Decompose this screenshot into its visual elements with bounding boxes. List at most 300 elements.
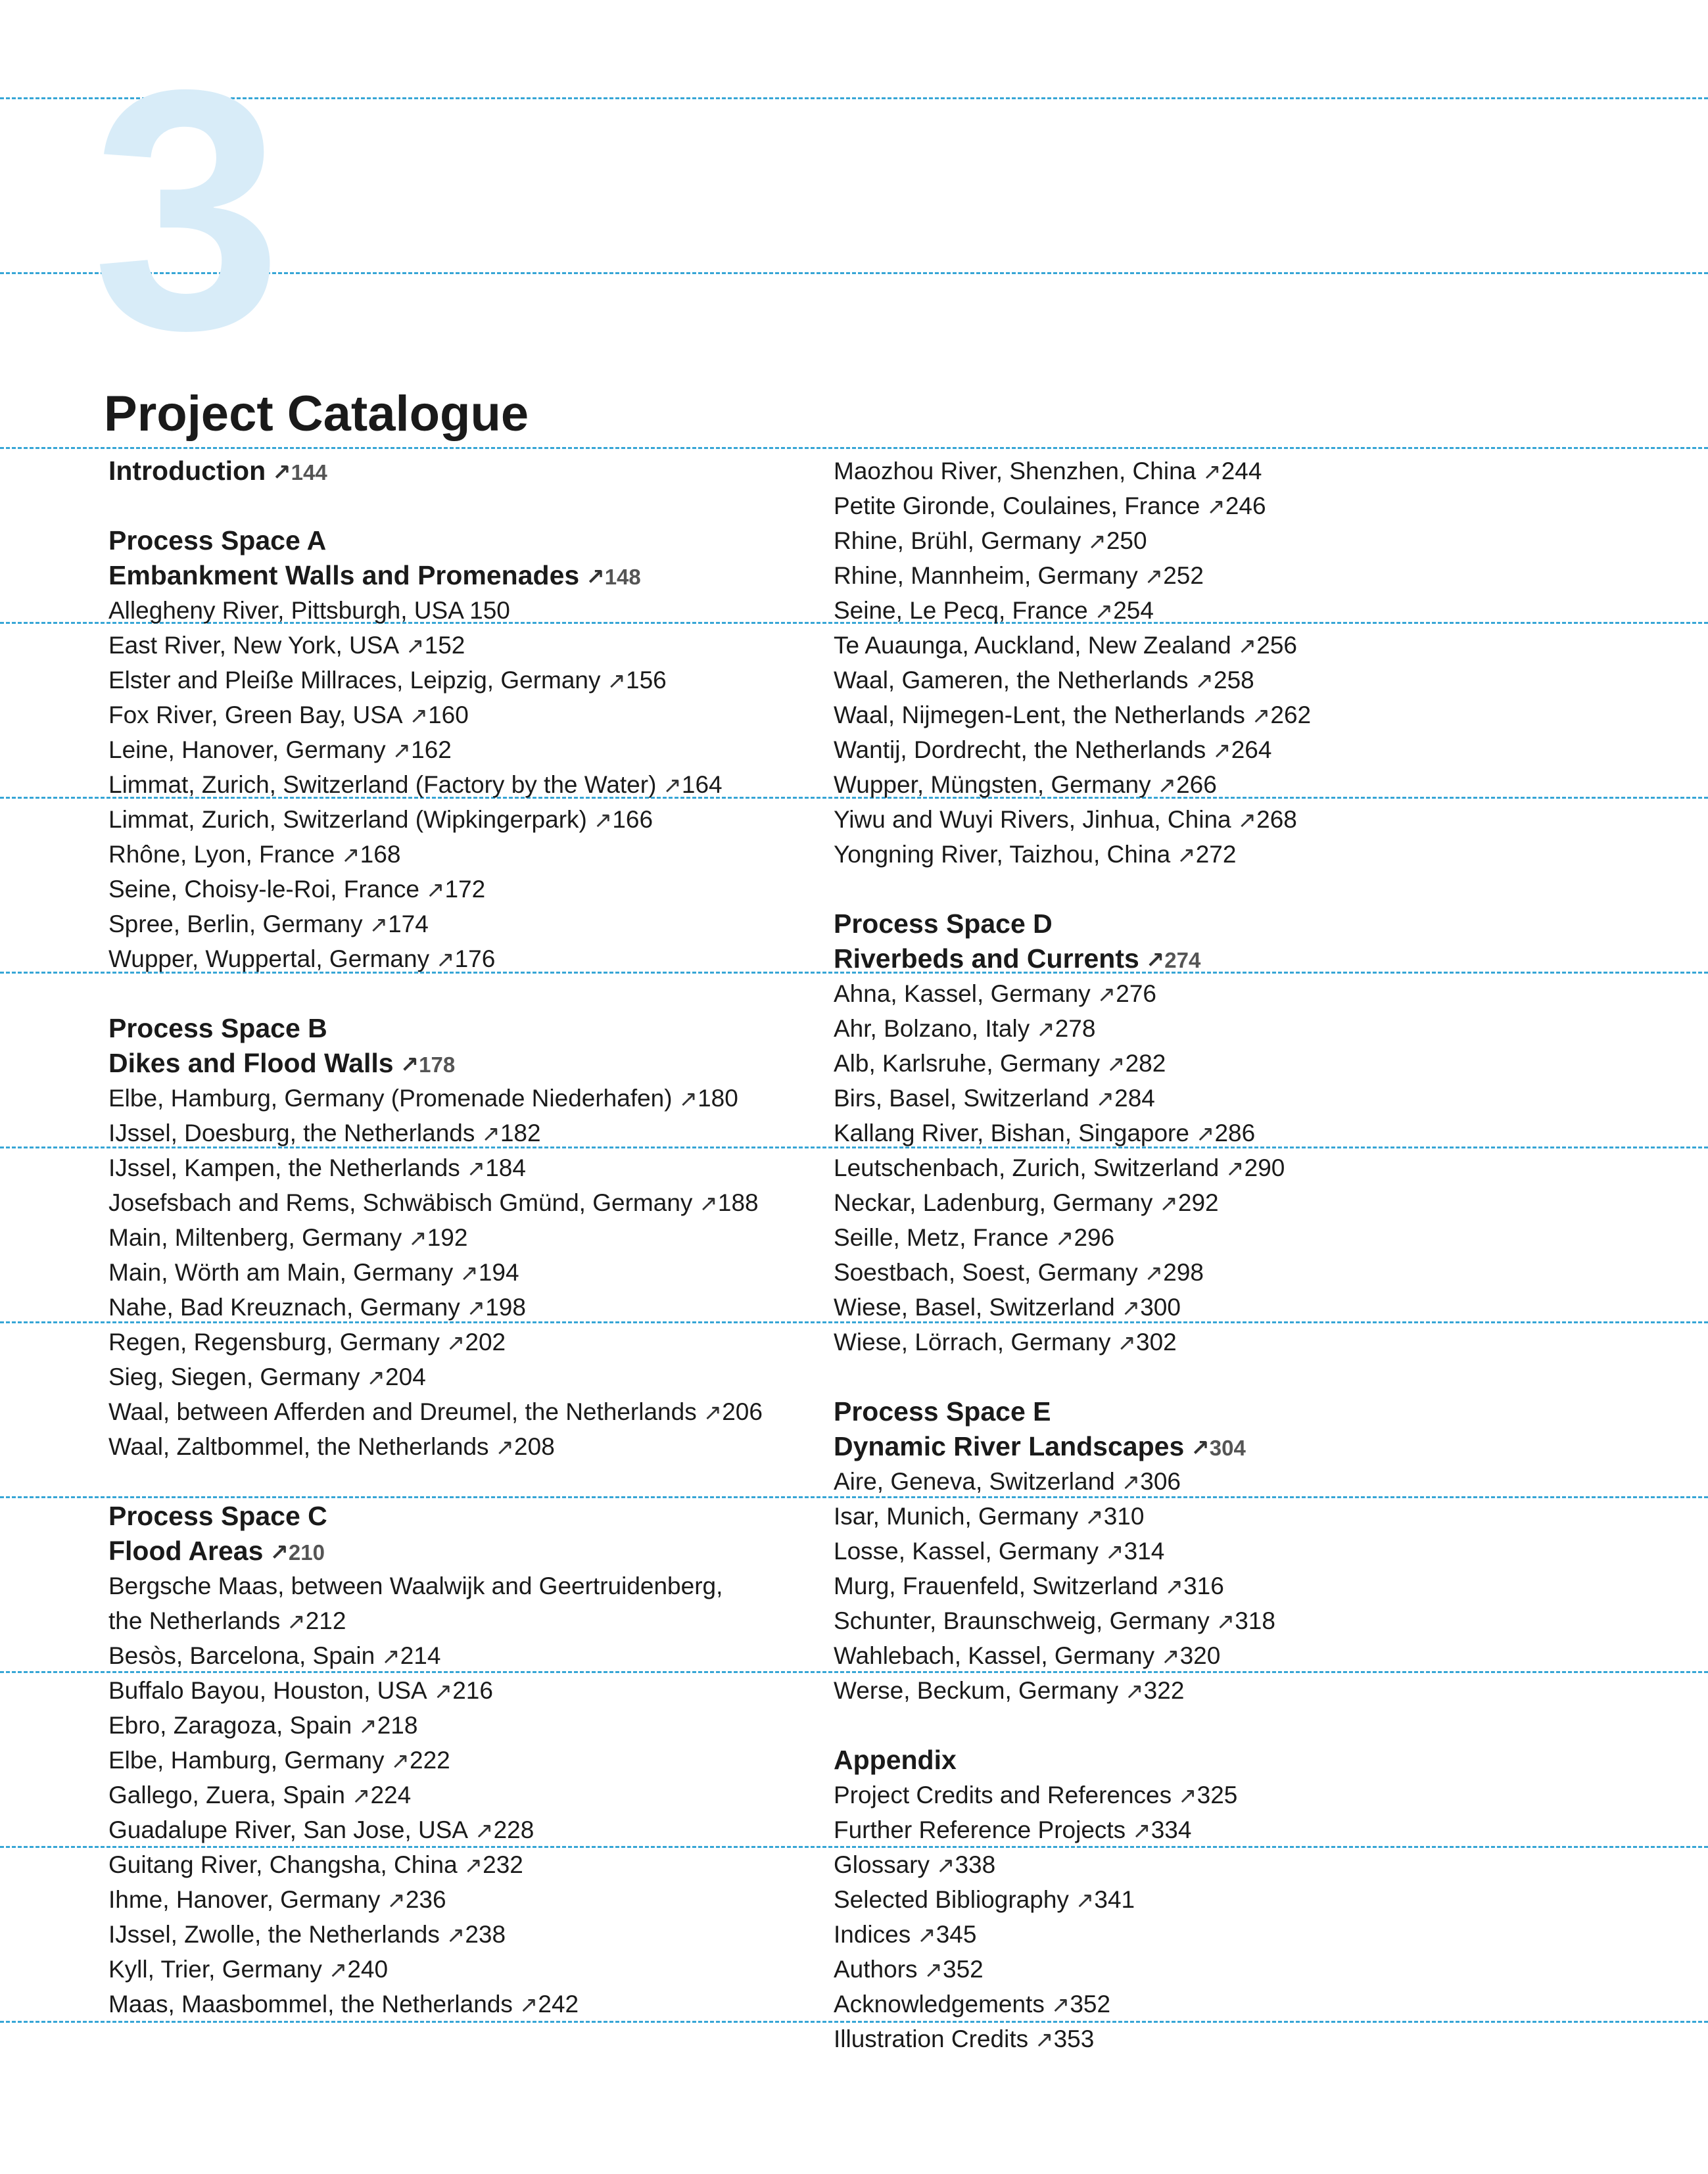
north-east-arrow-icon: ↗ bbox=[351, 1784, 371, 1808]
toc-entry[interactable] bbox=[108, 907, 871, 941]
page-number: 150 bbox=[469, 597, 510, 624]
page-number: 198 bbox=[485, 1294, 526, 1321]
toc-entry[interactable] bbox=[108, 593, 871, 628]
toc-section-label bbox=[834, 907, 1655, 941]
toc-entry-label: Neckar, Ladenburg, Germany bbox=[834, 1189, 1153, 1216]
toc-entry[interactable] bbox=[834, 1081, 1655, 1116]
toc-entry[interactable] bbox=[108, 1743, 871, 1778]
page-number: 353 bbox=[1053, 2025, 1095, 2052]
toc-heading[interactable] bbox=[108, 1046, 871, 1081]
page-number: 341 bbox=[1094, 1886, 1135, 1913]
toc-entry[interactable] bbox=[108, 1116, 871, 1150]
north-east-arrow-icon: ↗ bbox=[1132, 1818, 1151, 1843]
page-number: 240 bbox=[347, 1956, 389, 1983]
toc-entry[interactable] bbox=[834, 2021, 1655, 2056]
toc-entry[interactable] bbox=[834, 1638, 1655, 1673]
toc-entry[interactable] bbox=[108, 1603, 871, 1638]
north-east-arrow-icon: ↗ bbox=[1237, 634, 1257, 659]
toc-entry[interactable] bbox=[108, 628, 871, 663]
north-east-arrow-icon: ↗ bbox=[381, 1644, 400, 1669]
toc-entry-label: IJssel, Doesburg, the Netherlands bbox=[108, 1120, 475, 1146]
toc-entry-label: Yongning River, Taizhou, China bbox=[834, 841, 1171, 868]
toc-entry[interactable] bbox=[108, 1882, 871, 1917]
toc-entry[interactable] bbox=[834, 1185, 1655, 1220]
toc-entry[interactable] bbox=[834, 1987, 1655, 2021]
toc-entry-label: IJssel, Zwolle, the Netherlands bbox=[108, 1921, 440, 1948]
toc-entry-label: Dynamic River Landscapes bbox=[834, 1431, 1185, 1461]
page-number: 162 bbox=[411, 736, 452, 763]
page-number: 302 bbox=[1136, 1329, 1177, 1356]
page-number: 256 bbox=[1256, 632, 1297, 659]
toc-entry[interactable] bbox=[108, 1359, 871, 1394]
toc-entry-label: Seine, Choisy-le-Roi, France bbox=[108, 876, 419, 903]
toc-entry[interactable] bbox=[108, 1917, 871, 1952]
toc-entry-label: Sieg, Siegen, Germany bbox=[108, 1363, 360, 1390]
toc-entry-label: Gallego, Zuera, Spain bbox=[108, 1782, 345, 1808]
north-east-arrow-icon: ↗ bbox=[446, 1331, 465, 1356]
toc-entry-label: Alb, Karlsruhe, Germany bbox=[834, 1050, 1101, 1077]
page-number: 262 bbox=[1270, 701, 1312, 728]
page-number: 224 bbox=[370, 1782, 412, 1808]
toc-entry[interactable] bbox=[108, 1952, 871, 1987]
toc-entry[interactable] bbox=[108, 837, 871, 872]
toc-entry-label: Authors bbox=[834, 1956, 918, 1983]
toc-entry-label: Nahe, Bad Kreuznach, Germany bbox=[108, 1294, 460, 1321]
page-number: 184 bbox=[485, 1154, 526, 1181]
toc-entry-label: Waal, Nijmegen-Lent, the Netherlands bbox=[834, 701, 1245, 728]
north-east-arrow-icon: ↗ bbox=[519, 1993, 538, 2018]
page-number: 296 bbox=[1074, 1224, 1115, 1251]
page-number: 325 bbox=[1197, 1782, 1238, 1808]
page-number: 306 bbox=[1140, 1468, 1181, 1495]
toc-entry-label: Maas, Maasbommel, the Netherlands bbox=[108, 1991, 513, 2018]
toc-column-right bbox=[834, 454, 1655, 2056]
north-east-arrow-icon: ↗ bbox=[391, 1749, 410, 1774]
toc-entry-label: Limmat, Zurich, Switzerland (Wipkingerpark) bbox=[108, 806, 587, 833]
toc-entry-label: Allegheny River, Pittsburgh, USA bbox=[108, 597, 463, 624]
toc-entry-label: Birs, Basel, Switzerland bbox=[834, 1085, 1089, 1112]
toc-entry-label: Kallang River, Bishan, Singapore bbox=[834, 1120, 1189, 1146]
toc-entry[interactable] bbox=[834, 488, 1655, 523]
toc-entry[interactable] bbox=[108, 872, 871, 907]
toc-entry[interactable] bbox=[834, 1116, 1655, 1150]
north-east-arrow-icon: ↗ bbox=[1251, 703, 1271, 728]
toc-entry-label: Wiese, Basel, Switzerland bbox=[834, 1294, 1115, 1321]
toc-entry-label: East River, New York, USA bbox=[108, 632, 400, 659]
north-east-arrow-icon: ↗ bbox=[475, 1818, 494, 1843]
toc-section-label bbox=[108, 523, 871, 558]
north-east-arrow-icon: ↗ bbox=[1237, 808, 1257, 833]
page-number: 228 bbox=[493, 1816, 534, 1843]
toc-entry[interactable] bbox=[834, 1673, 1655, 1708]
toc-entry-label: Regen, Regensburg, Germany bbox=[108, 1329, 440, 1356]
page-number: 166 bbox=[612, 806, 653, 833]
toc-entry-label: Process Space D bbox=[834, 909, 1053, 939]
toc-entry-label: Wiese, Lörrach, Germany bbox=[834, 1329, 1111, 1356]
page-number: 352 bbox=[943, 1956, 984, 1983]
toc-entry-label: Illustration Credits bbox=[834, 2025, 1029, 2052]
page-number: 168 bbox=[360, 841, 401, 868]
north-east-arrow-icon: ↗ bbox=[1178, 1784, 1197, 1808]
page-number: 322 bbox=[1143, 1677, 1185, 1704]
toc-entry[interactable] bbox=[834, 1882, 1655, 1917]
toc-entry[interactable] bbox=[834, 1917, 1655, 1952]
toc-entry[interactable] bbox=[834, 1325, 1655, 1359]
page-number: 282 bbox=[1125, 1050, 1166, 1077]
north-east-arrow-icon: ↗ bbox=[607, 669, 627, 694]
toc-section-label bbox=[108, 1011, 871, 1046]
page-number: 264 bbox=[1231, 736, 1272, 763]
chapter-number: 3 bbox=[92, 19, 276, 401]
toc-entry[interactable] bbox=[834, 663, 1655, 697]
toc-entry[interactable] bbox=[834, 1011, 1655, 1046]
page-number: 148 bbox=[604, 565, 641, 589]
north-east-arrow-icon: ↗ bbox=[369, 912, 389, 937]
north-east-arrow-icon: ↗ bbox=[1094, 599, 1114, 624]
toc-entry[interactable] bbox=[834, 1569, 1655, 1603]
north-east-arrow-icon: ↗ bbox=[1195, 1122, 1215, 1146]
north-east-arrow-icon: ↗ bbox=[392, 738, 412, 763]
toc-entry-label: Murg, Frauenfeld, Switzerland bbox=[834, 1572, 1158, 1599]
page-number: 318 bbox=[1235, 1607, 1275, 1634]
toc-entry[interactable] bbox=[834, 628, 1655, 663]
toc-entry[interactable] bbox=[108, 767, 871, 802]
toc-column-left bbox=[108, 454, 871, 2021]
toc-entry-label: Rhine, Mannheim, Germany bbox=[834, 562, 1138, 589]
toc-entry-label: Further Reference Projects bbox=[834, 1816, 1126, 1843]
page-number: 176 bbox=[454, 945, 496, 972]
toc-entry[interactable] bbox=[108, 1847, 871, 1882]
toc-section-d bbox=[834, 907, 1655, 1359]
page-number: 194 bbox=[478, 1259, 519, 1286]
toc-entry[interactable] bbox=[834, 1220, 1655, 1255]
toc-entry[interactable] bbox=[834, 1534, 1655, 1569]
toc-entry-label: Ebro, Zaragoza, Spain bbox=[108, 1712, 352, 1739]
toc-entry[interactable] bbox=[834, 1464, 1655, 1499]
toc-entry-label: Ahr, Bolzano, Italy bbox=[834, 1015, 1030, 1042]
north-east-arrow-icon: ↗ bbox=[287, 1609, 306, 1634]
north-east-arrow-icon: ↗ bbox=[1095, 1087, 1115, 1112]
toc-entry[interactable] bbox=[108, 1429, 871, 1464]
page-number: 156 bbox=[626, 667, 667, 694]
toc-entry[interactable] bbox=[834, 558, 1655, 593]
page-number: 304 bbox=[1209, 1436, 1246, 1460]
north-east-arrow-icon: ↗ bbox=[1035, 2027, 1054, 2052]
page-number: 182 bbox=[500, 1120, 541, 1146]
north-east-arrow-icon: ↗ bbox=[400, 1052, 419, 1077]
toc-entry[interactable] bbox=[834, 802, 1655, 837]
toc-entry[interactable] bbox=[108, 1812, 871, 1847]
toc-entry[interactable] bbox=[834, 976, 1655, 1011]
toc-entry[interactable] bbox=[834, 1952, 1655, 1987]
toc-entry-label: Elbe, Hamburg, Germany (Promenade Niederhafen) bbox=[108, 1085, 673, 1112]
page-number: 254 bbox=[1113, 597, 1154, 624]
toc-entry-label: Wupper, Müngsten, Germany bbox=[834, 771, 1151, 798]
toc-entry-label: Bergsche Maas, between Waalwijk and Geertruidenberg, bbox=[108, 1572, 723, 1599]
toc-section-a bbox=[108, 523, 871, 976]
toc-entry[interactable] bbox=[834, 697, 1655, 732]
page-number: 210 bbox=[288, 1540, 325, 1565]
north-east-arrow-icon: ↗ bbox=[1085, 1505, 1104, 1530]
toc-entry-label: Maozhou River, Shenzhen, China bbox=[834, 458, 1197, 484]
north-east-arrow-icon: ↗ bbox=[495, 1435, 515, 1460]
page-number: 178 bbox=[419, 1052, 456, 1077]
toc-entry[interactable] bbox=[108, 1708, 871, 1743]
toc-entry-label: Guadalupe River, San Jose, USA bbox=[108, 1816, 469, 1843]
toc-entry-label: Losse, Kassel, Germany bbox=[834, 1538, 1099, 1565]
toc-heading[interactable] bbox=[834, 1429, 1655, 1464]
toc-heading bbox=[834, 1743, 1655, 1778]
page-number: 160 bbox=[428, 701, 469, 728]
page-number: 292 bbox=[1177, 1189, 1219, 1216]
toc-entry-label: Besòs, Barcelona, Spain bbox=[108, 1642, 375, 1669]
toc-entry-label: Glossary bbox=[834, 1851, 930, 1878]
toc-entry[interactable] bbox=[108, 1394, 871, 1429]
page-number: 334 bbox=[1151, 1816, 1192, 1843]
north-east-arrow-icon: ↗ bbox=[1202, 460, 1222, 484]
north-east-arrow-icon: ↗ bbox=[358, 1714, 377, 1739]
toc-entry-label: Wahlebach, Kassel, Germany bbox=[834, 1642, 1155, 1669]
north-east-arrow-icon: ↗ bbox=[1106, 1052, 1126, 1077]
toc-section-label bbox=[108, 1499, 871, 1534]
toc-entry-label: Wantij, Dordrecht, the Netherlands bbox=[834, 736, 1206, 763]
toc-entry-label: Dikes and Flood Walls bbox=[108, 1048, 394, 1078]
toc-entry-label: Project Credits and References bbox=[834, 1782, 1172, 1808]
page-number: 338 bbox=[955, 1851, 996, 1878]
toc-entry-label: Embankment Walls and Promenades bbox=[108, 560, 580, 590]
page-number: 242 bbox=[538, 1991, 579, 2018]
toc-section-c-continued bbox=[834, 454, 1655, 872]
toc-entry[interactable] bbox=[108, 663, 871, 697]
toc-entry-label: Spree, Berlin, Germany bbox=[108, 910, 363, 937]
toc-entry[interactable] bbox=[834, 837, 1655, 872]
north-east-arrow-icon: ↗ bbox=[663, 773, 682, 798]
toc-entry[interactable] bbox=[108, 1778, 871, 1812]
north-east-arrow-icon: ↗ bbox=[1055, 1226, 1074, 1251]
toc-section-label bbox=[834, 1394, 1655, 1429]
toc-entry[interactable] bbox=[108, 732, 871, 767]
toc-entry[interactable] bbox=[834, 1812, 1655, 1847]
toc-entry-label: Waal, Gameren, the Netherlands bbox=[834, 667, 1189, 694]
toc-entry-label: Introduction bbox=[108, 456, 266, 486]
page-number: 174 bbox=[388, 910, 429, 937]
toc-entry-label: Selected Bibliography bbox=[834, 1886, 1069, 1913]
toc-entry[interactable] bbox=[108, 1290, 871, 1325]
north-east-arrow-icon: ↗ bbox=[1144, 1261, 1164, 1286]
page-number: 232 bbox=[483, 1851, 523, 1878]
page-number: 238 bbox=[465, 1921, 506, 1948]
toc-entry[interactable] bbox=[834, 593, 1655, 628]
toc-entry-label: Schunter, Braunschweig, Germany bbox=[834, 1607, 1210, 1634]
toc-entry-label: Ihme, Hanover, Germany bbox=[108, 1886, 381, 1913]
toc-entry-label: Riverbeds and Currents bbox=[834, 943, 1139, 974]
toc-entry[interactable] bbox=[108, 1673, 871, 1708]
page-number: 218 bbox=[377, 1712, 418, 1739]
north-east-arrow-icon: ↗ bbox=[1177, 843, 1196, 868]
toc-entry[interactable] bbox=[834, 1046, 1655, 1081]
north-east-arrow-icon: ↗ bbox=[387, 1888, 406, 1913]
toc-heading[interactable] bbox=[108, 558, 871, 593]
page-number: 268 bbox=[1256, 806, 1297, 833]
north-east-arrow-icon: ↗ bbox=[936, 1853, 955, 1878]
page-number: 314 bbox=[1124, 1538, 1165, 1565]
north-east-arrow-icon: ↗ bbox=[1191, 1436, 1210, 1461]
toc-entry-label: Process Space A bbox=[108, 525, 327, 555]
toc-entry[interactable] bbox=[834, 1290, 1655, 1325]
toc-entry-label: Rhine, Brühl, Germany bbox=[834, 527, 1081, 554]
toc-heading[interactable] bbox=[108, 454, 871, 488]
north-east-arrow-icon: ↗ bbox=[1036, 1017, 1055, 1042]
toc-entry[interactable] bbox=[108, 1255, 871, 1290]
north-east-arrow-icon: ↗ bbox=[1206, 494, 1225, 519]
toc-entry[interactable] bbox=[108, 1185, 871, 1220]
toc-entry-label: Process Space E bbox=[834, 1396, 1051, 1427]
north-east-arrow-icon: ↗ bbox=[408, 1226, 427, 1251]
toc-section-c bbox=[108, 1499, 871, 2021]
toc-heading[interactable] bbox=[108, 1534, 871, 1569]
toc-entry-label: Yiwu and Wuyi Rivers, Jinhua, China bbox=[834, 806, 1231, 833]
toc-entry[interactable] bbox=[834, 1150, 1655, 1185]
north-east-arrow-icon: ↗ bbox=[1075, 1888, 1095, 1913]
toc-entry-label: Waal, between Afferden and Dreumel, the Netherlands bbox=[108, 1398, 697, 1425]
toc-entry-label: Aire, Geneva, Switzerland bbox=[834, 1468, 1115, 1495]
page-number: 252 bbox=[1163, 562, 1204, 589]
page-number: 180 bbox=[698, 1085, 738, 1112]
toc-entry[interactable] bbox=[108, 1638, 871, 1673]
toc-entry[interactable] bbox=[834, 1499, 1655, 1534]
toc-entry-label: Appendix bbox=[834, 1745, 957, 1775]
toc-entry[interactable] bbox=[834, 767, 1655, 802]
north-east-arrow-icon: ↗ bbox=[703, 1400, 723, 1425]
toc-entry-label: Process Space B bbox=[108, 1013, 327, 1043]
north-east-arrow-icon: ↗ bbox=[1145, 948, 1165, 973]
page-number: 300 bbox=[1140, 1294, 1181, 1321]
north-east-arrow-icon: ↗ bbox=[924, 1958, 943, 1983]
page-number: 188 bbox=[717, 1189, 759, 1216]
page-number: 278 bbox=[1055, 1015, 1096, 1042]
toc-entry-label: Ahna, Kassel, Germany bbox=[834, 980, 1091, 1007]
toc-entry-label: Acknowledgements bbox=[834, 1991, 1045, 2018]
page-number: 316 bbox=[1183, 1572, 1224, 1599]
toc-entry[interactable] bbox=[108, 1081, 871, 1116]
north-east-arrow-icon: ↗ bbox=[1144, 564, 1164, 589]
toc-entry-label: Josefsbach and Rems, Schwäbisch Gmünd, Germany bbox=[108, 1189, 693, 1216]
page-number: 250 bbox=[1106, 527, 1147, 554]
toc-entry-label: Fox River, Green Bay, USA bbox=[108, 701, 403, 728]
page-number: 214 bbox=[400, 1642, 441, 1669]
north-east-arrow-icon: ↗ bbox=[593, 808, 613, 833]
north-east-arrow-icon: ↗ bbox=[481, 1122, 500, 1146]
north-east-arrow-icon: ↗ bbox=[436, 947, 455, 972]
toc-entry[interactable] bbox=[834, 454, 1655, 488]
toc-entry[interactable] bbox=[108, 1220, 871, 1255]
toc-entry[interactable] bbox=[834, 1847, 1655, 1882]
north-east-arrow-icon: ↗ bbox=[1051, 1993, 1070, 2018]
toc-entry[interactable] bbox=[108, 941, 871, 976]
north-east-arrow-icon: ↗ bbox=[409, 703, 429, 728]
north-east-arrow-icon: ↗ bbox=[1087, 529, 1106, 554]
toc-entry[interactable] bbox=[108, 1325, 871, 1359]
page-number: 236 bbox=[405, 1886, 446, 1913]
north-east-arrow-icon: ↗ bbox=[586, 565, 605, 590]
toc-entry[interactable] bbox=[834, 1603, 1655, 1638]
north-east-arrow-icon: ↗ bbox=[1157, 773, 1177, 798]
toc-entry-label: Guitang River, Changsha, China bbox=[108, 1851, 458, 1878]
north-east-arrow-icon: ↗ bbox=[699, 1191, 718, 1216]
page-number: 286 bbox=[1214, 1120, 1256, 1146]
north-east-arrow-icon: ↗ bbox=[1195, 669, 1214, 694]
page-number: 208 bbox=[514, 1433, 555, 1460]
page-number: 345 bbox=[936, 1921, 977, 1948]
north-east-arrow-icon: ↗ bbox=[270, 1540, 289, 1565]
toc-entry[interactable] bbox=[834, 523, 1655, 558]
page-number: 192 bbox=[427, 1224, 468, 1251]
north-east-arrow-icon: ↗ bbox=[466, 1296, 486, 1321]
page-number: 212 bbox=[305, 1607, 346, 1634]
page-number: 246 bbox=[1225, 492, 1266, 519]
toc-entry[interactable] bbox=[108, 1987, 871, 2021]
toc-appendix bbox=[834, 1743, 1655, 2056]
guide-line bbox=[0, 447, 1708, 449]
page-number: 290 bbox=[1244, 1154, 1285, 1181]
page-number: 274 bbox=[1164, 948, 1201, 972]
toc-entry-label: Limmat, Zurich, Switzerland (Factory by the Water) bbox=[108, 771, 657, 798]
toc-entry-label: Elbe, Hamburg, Germany bbox=[108, 1747, 385, 1774]
page-number: 244 bbox=[1221, 458, 1262, 484]
page-number: 266 bbox=[1176, 771, 1217, 798]
page-number: 352 bbox=[1070, 1991, 1111, 2018]
north-east-arrow-icon: ↗ bbox=[917, 1923, 936, 1948]
toc-entry[interactable] bbox=[108, 802, 871, 837]
toc-entry-label: Leine, Hanover, Germany bbox=[108, 736, 386, 763]
page-number: 298 bbox=[1163, 1259, 1204, 1286]
north-east-arrow-icon: ↗ bbox=[341, 843, 360, 868]
toc-entry-label: Indices bbox=[834, 1921, 911, 1948]
page-number: 284 bbox=[1114, 1085, 1155, 1112]
page-number: 222 bbox=[410, 1747, 450, 1774]
page-number: 320 bbox=[1179, 1642, 1221, 1669]
toc-entry[interactable] bbox=[834, 732, 1655, 767]
toc-entry-label: Petite Gironde, Coulaines, France bbox=[834, 492, 1200, 519]
north-east-arrow-icon: ↗ bbox=[1121, 1296, 1141, 1321]
toc-intro bbox=[108, 454, 871, 488]
toc-heading[interactable] bbox=[834, 941, 1655, 976]
page-number: 202 bbox=[465, 1329, 506, 1356]
page-number: 164 bbox=[681, 771, 723, 798]
page-number: 204 bbox=[385, 1363, 426, 1390]
north-east-arrow-icon: ↗ bbox=[1159, 1191, 1178, 1216]
toc-section-e bbox=[834, 1394, 1655, 1708]
toc-entry-label: the Netherlands bbox=[108, 1607, 281, 1634]
toc-entry[interactable] bbox=[834, 1255, 1655, 1290]
north-east-arrow-icon: ↗ bbox=[1097, 982, 1116, 1007]
page-number: 310 bbox=[1103, 1503, 1145, 1530]
page-number: 172 bbox=[444, 876, 486, 903]
north-east-arrow-icon: ↗ bbox=[1225, 1156, 1245, 1181]
toc-entry[interactable] bbox=[108, 697, 871, 732]
north-east-arrow-icon: ↗ bbox=[1216, 1609, 1235, 1634]
north-east-arrow-icon: ↗ bbox=[272, 460, 291, 485]
toc-entry[interactable] bbox=[834, 1778, 1655, 1812]
north-east-arrow-icon: ↗ bbox=[328, 1958, 348, 1983]
north-east-arrow-icon: ↗ bbox=[446, 1923, 465, 1948]
toc-entry-label: IJssel, Kampen, the Netherlands bbox=[108, 1154, 460, 1181]
toc-entry-label: Buffalo Bayou, Houston, USA bbox=[108, 1677, 427, 1704]
toc-entry-label: Isar, Munich, Germany bbox=[834, 1503, 1079, 1530]
toc-entry[interactable] bbox=[108, 1150, 871, 1185]
page-number: 144 bbox=[291, 460, 327, 484]
north-east-arrow-icon: ↗ bbox=[678, 1087, 698, 1112]
